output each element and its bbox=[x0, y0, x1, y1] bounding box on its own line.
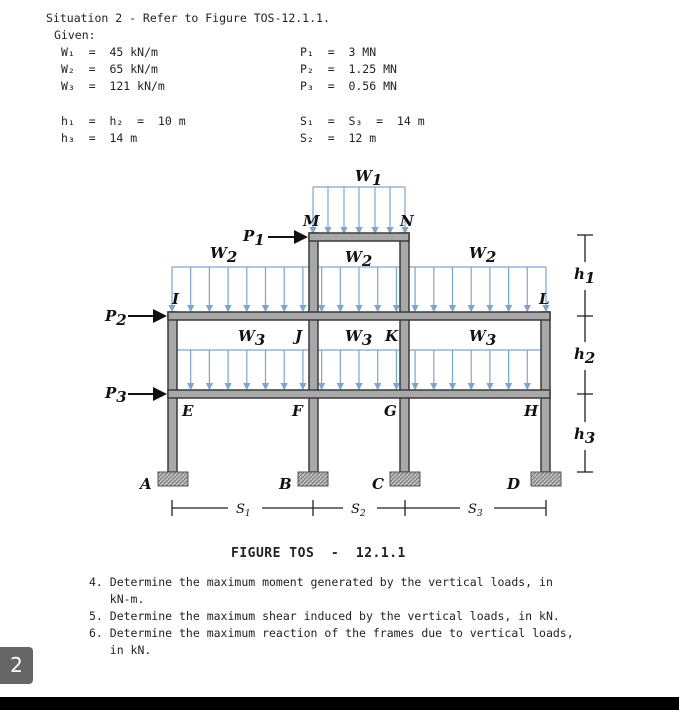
given-w3: W₃ = 121 kN/m bbox=[61, 79, 165, 93]
situation-title: Situation 2 - Refer to Figure TOS-12.1.1. bbox=[46, 11, 330, 25]
given-w1: W₁ = 45 kN/m bbox=[61, 45, 158, 59]
label-h1: h1 bbox=[574, 265, 596, 287]
node-f: F bbox=[292, 402, 303, 420]
label-s3: $S_3$ bbox=[468, 502, 483, 519]
label-w2-left: W2 bbox=[210, 244, 238, 266]
given-h3: h₃ = 14 m bbox=[61, 131, 138, 145]
question-5: 5. Determine the maximum shear induced by the vertical loads, in kN. bbox=[89, 609, 560, 623]
given-s1-s3: S₁ = S₃ = 14 m bbox=[300, 114, 425, 128]
label-w2-mid: W2 bbox=[345, 248, 373, 270]
given-p2: P₂ = 1.25 MN bbox=[300, 62, 397, 76]
node-i: I bbox=[172, 290, 180, 308]
label-w1: W1 bbox=[355, 167, 383, 189]
question-4-line2: kN-m. bbox=[89, 592, 145, 606]
bottom-bar bbox=[0, 697, 679, 710]
question-6-line2: in kN. bbox=[89, 643, 152, 657]
given-p1: P₁ = 3 MN bbox=[300, 45, 377, 59]
node-e: E bbox=[182, 402, 194, 420]
node-n: N bbox=[400, 212, 414, 230]
label-w3-right: W3 bbox=[469, 327, 497, 349]
question-6-line1: 6. Determine the maximum reaction of the frames due to vertical loads, bbox=[89, 626, 574, 640]
given-s2: S₂ = 12 m bbox=[300, 131, 377, 145]
node-g: G bbox=[384, 402, 397, 420]
label-p1: P1 bbox=[243, 227, 265, 249]
label-p3: P3 bbox=[105, 384, 127, 406]
label-h3: h3 bbox=[574, 425, 596, 447]
node-d: D bbox=[507, 475, 521, 493]
w2-load bbox=[172, 267, 546, 311]
label-s1: $S_1$ bbox=[236, 502, 251, 519]
node-b: B bbox=[279, 475, 292, 493]
node-l: L bbox=[539, 290, 550, 308]
node-k: K bbox=[385, 327, 399, 345]
w3-load bbox=[172, 350, 546, 389]
supports bbox=[158, 472, 561, 486]
figure-caption: FIGURE TOS - 12.1.1 bbox=[231, 546, 406, 561]
label-h2: h2 bbox=[574, 345, 596, 367]
given-label: Given: bbox=[54, 28, 96, 42]
node-m: M bbox=[303, 212, 320, 230]
node-h: H bbox=[524, 402, 539, 420]
w1-load bbox=[313, 187, 405, 233]
label-w3-mid: W3 bbox=[345, 327, 373, 349]
page-number-badge[interactable]: 2 bbox=[0, 647, 33, 684]
label-s2: $S_2$ bbox=[351, 502, 366, 519]
node-a: A bbox=[140, 475, 152, 493]
label-p2: P2 bbox=[105, 307, 127, 329]
question-4-line1: 4. Determine the maximum moment generated by the vertical loads, in bbox=[89, 575, 553, 589]
node-j: J bbox=[295, 327, 303, 345]
node-c: C bbox=[372, 475, 384, 493]
label-w2-right: W2 bbox=[469, 244, 497, 266]
given-p3: P₃ = 0.56 MN bbox=[300, 79, 397, 93]
label-w3-left: W3 bbox=[238, 327, 266, 349]
given-w2: W₂ = 65 kN/m bbox=[61, 62, 158, 76]
given-h1-h2: h₁ = h₂ = 10 m bbox=[61, 114, 186, 128]
